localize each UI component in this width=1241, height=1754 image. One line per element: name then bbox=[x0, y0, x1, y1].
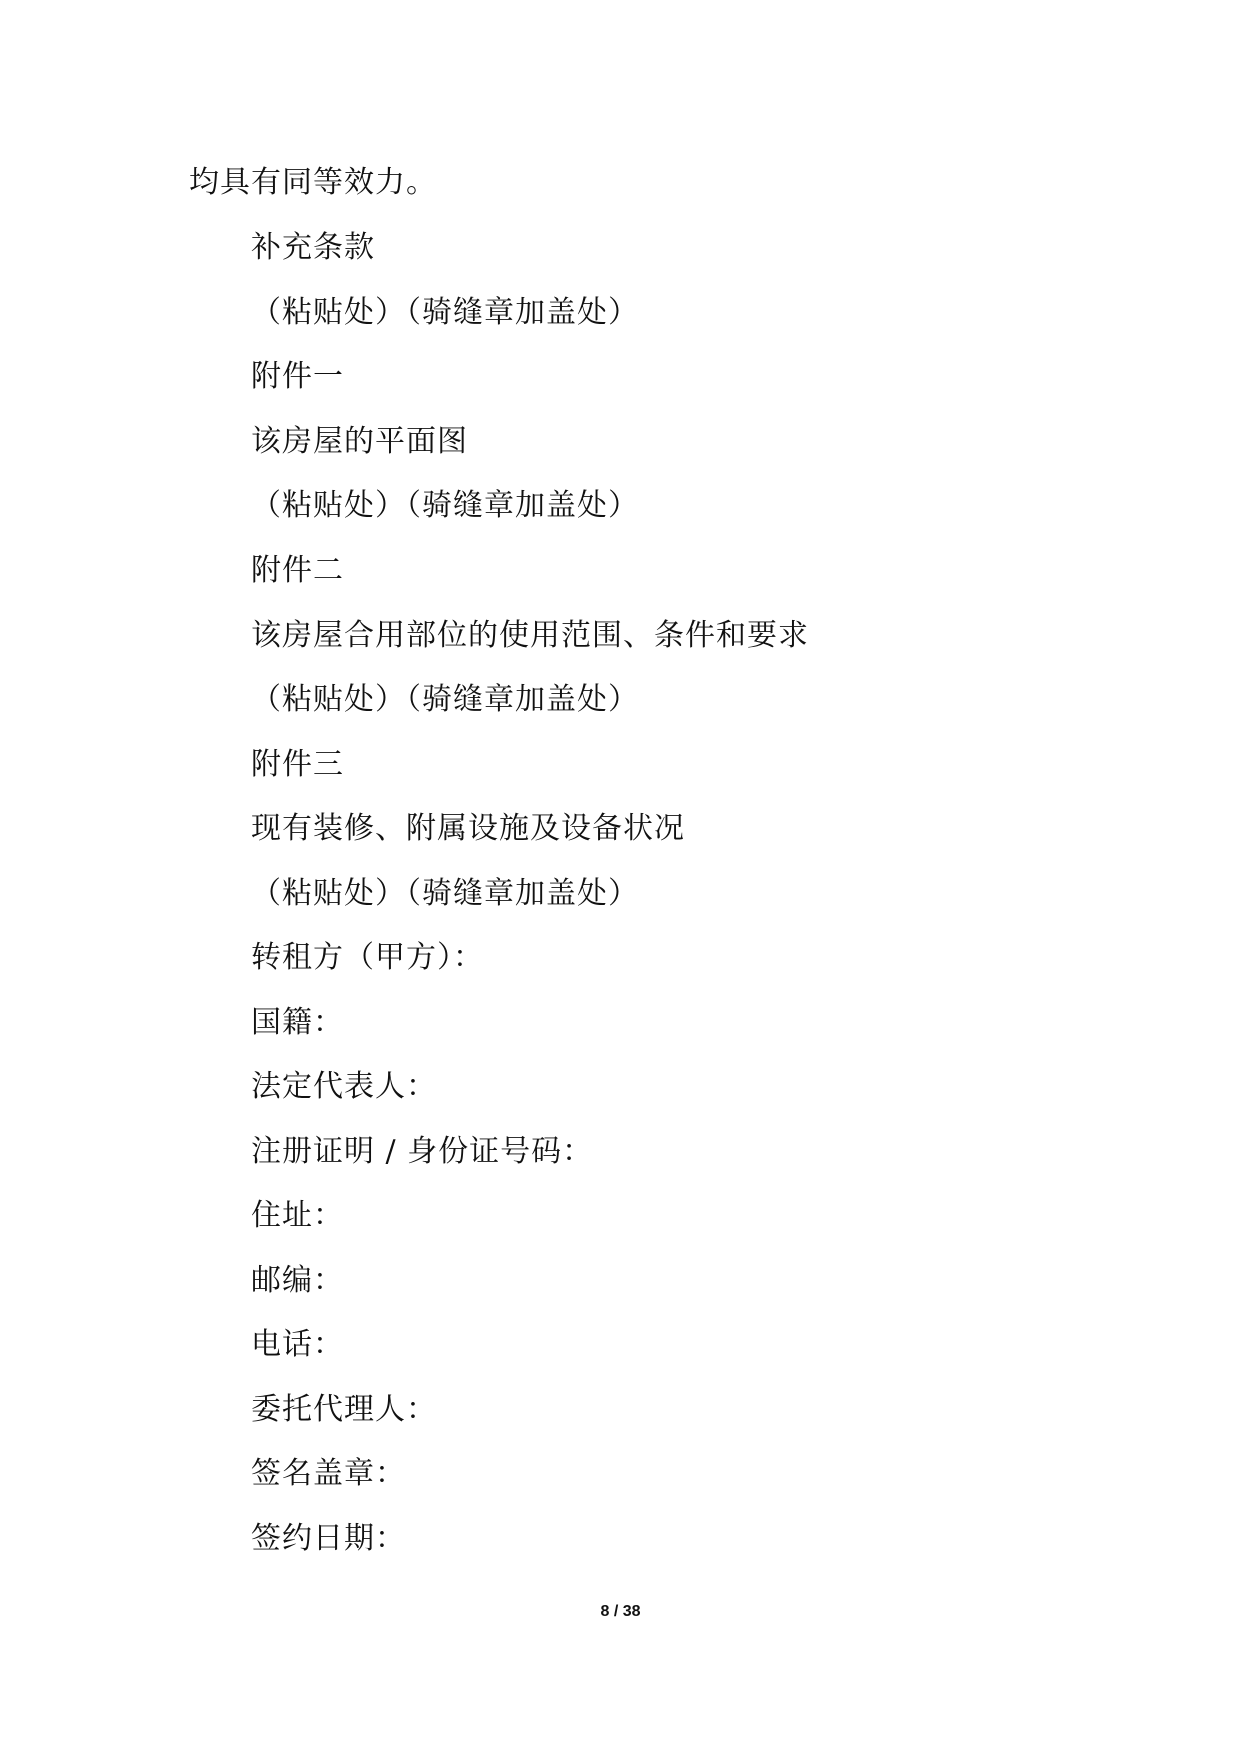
paragraph-line: （粘贴处）（骑缝章加盖处） bbox=[251, 682, 639, 717]
paragraph-line: 附件一 bbox=[251, 359, 344, 394]
paragraph-line: 转租方（甲方）： bbox=[251, 940, 484, 975]
paragraph-line: 邮编： bbox=[251, 1263, 344, 1298]
paragraph-line: 该房屋的平面图 bbox=[251, 424, 468, 459]
paragraph-line: （粘贴处）（骑缝章加盖处） bbox=[251, 295, 639, 330]
paragraph-line: 签约日期： bbox=[251, 1521, 406, 1556]
paragraph-line: 委托代理人： bbox=[251, 1392, 437, 1427]
paragraph-line: 附件二 bbox=[251, 553, 344, 588]
paragraph-line: 补充条款 bbox=[251, 230, 375, 265]
paragraph-line: 法定代表人： bbox=[251, 1069, 437, 1104]
paragraph-line: （粘贴处）（骑缝章加盖处） bbox=[251, 876, 639, 911]
page-number: 8 / 38 bbox=[600, 1603, 641, 1620]
paragraph-line: 均具有同等效力。 bbox=[189, 165, 437, 200]
paragraph-line: 现有装修、附属设施及设备状况 bbox=[251, 811, 685, 846]
paragraph-line: 国籍： bbox=[251, 1005, 344, 1040]
paragraph-line: 电话： bbox=[251, 1327, 344, 1362]
paragraph-line: 该房屋合用部位的使用范围、条件和要求 bbox=[251, 618, 809, 653]
paragraph-line: 住址： bbox=[251, 1198, 344, 1233]
paragraph-line: 附件三 bbox=[251, 747, 344, 782]
paragraph-line: 签名盖章： bbox=[251, 1456, 406, 1491]
paragraph-line: 注册证明 / 身份证号码： bbox=[251, 1134, 594, 1169]
paragraph-line: （粘贴处）（骑缝章加盖处） bbox=[251, 488, 639, 523]
